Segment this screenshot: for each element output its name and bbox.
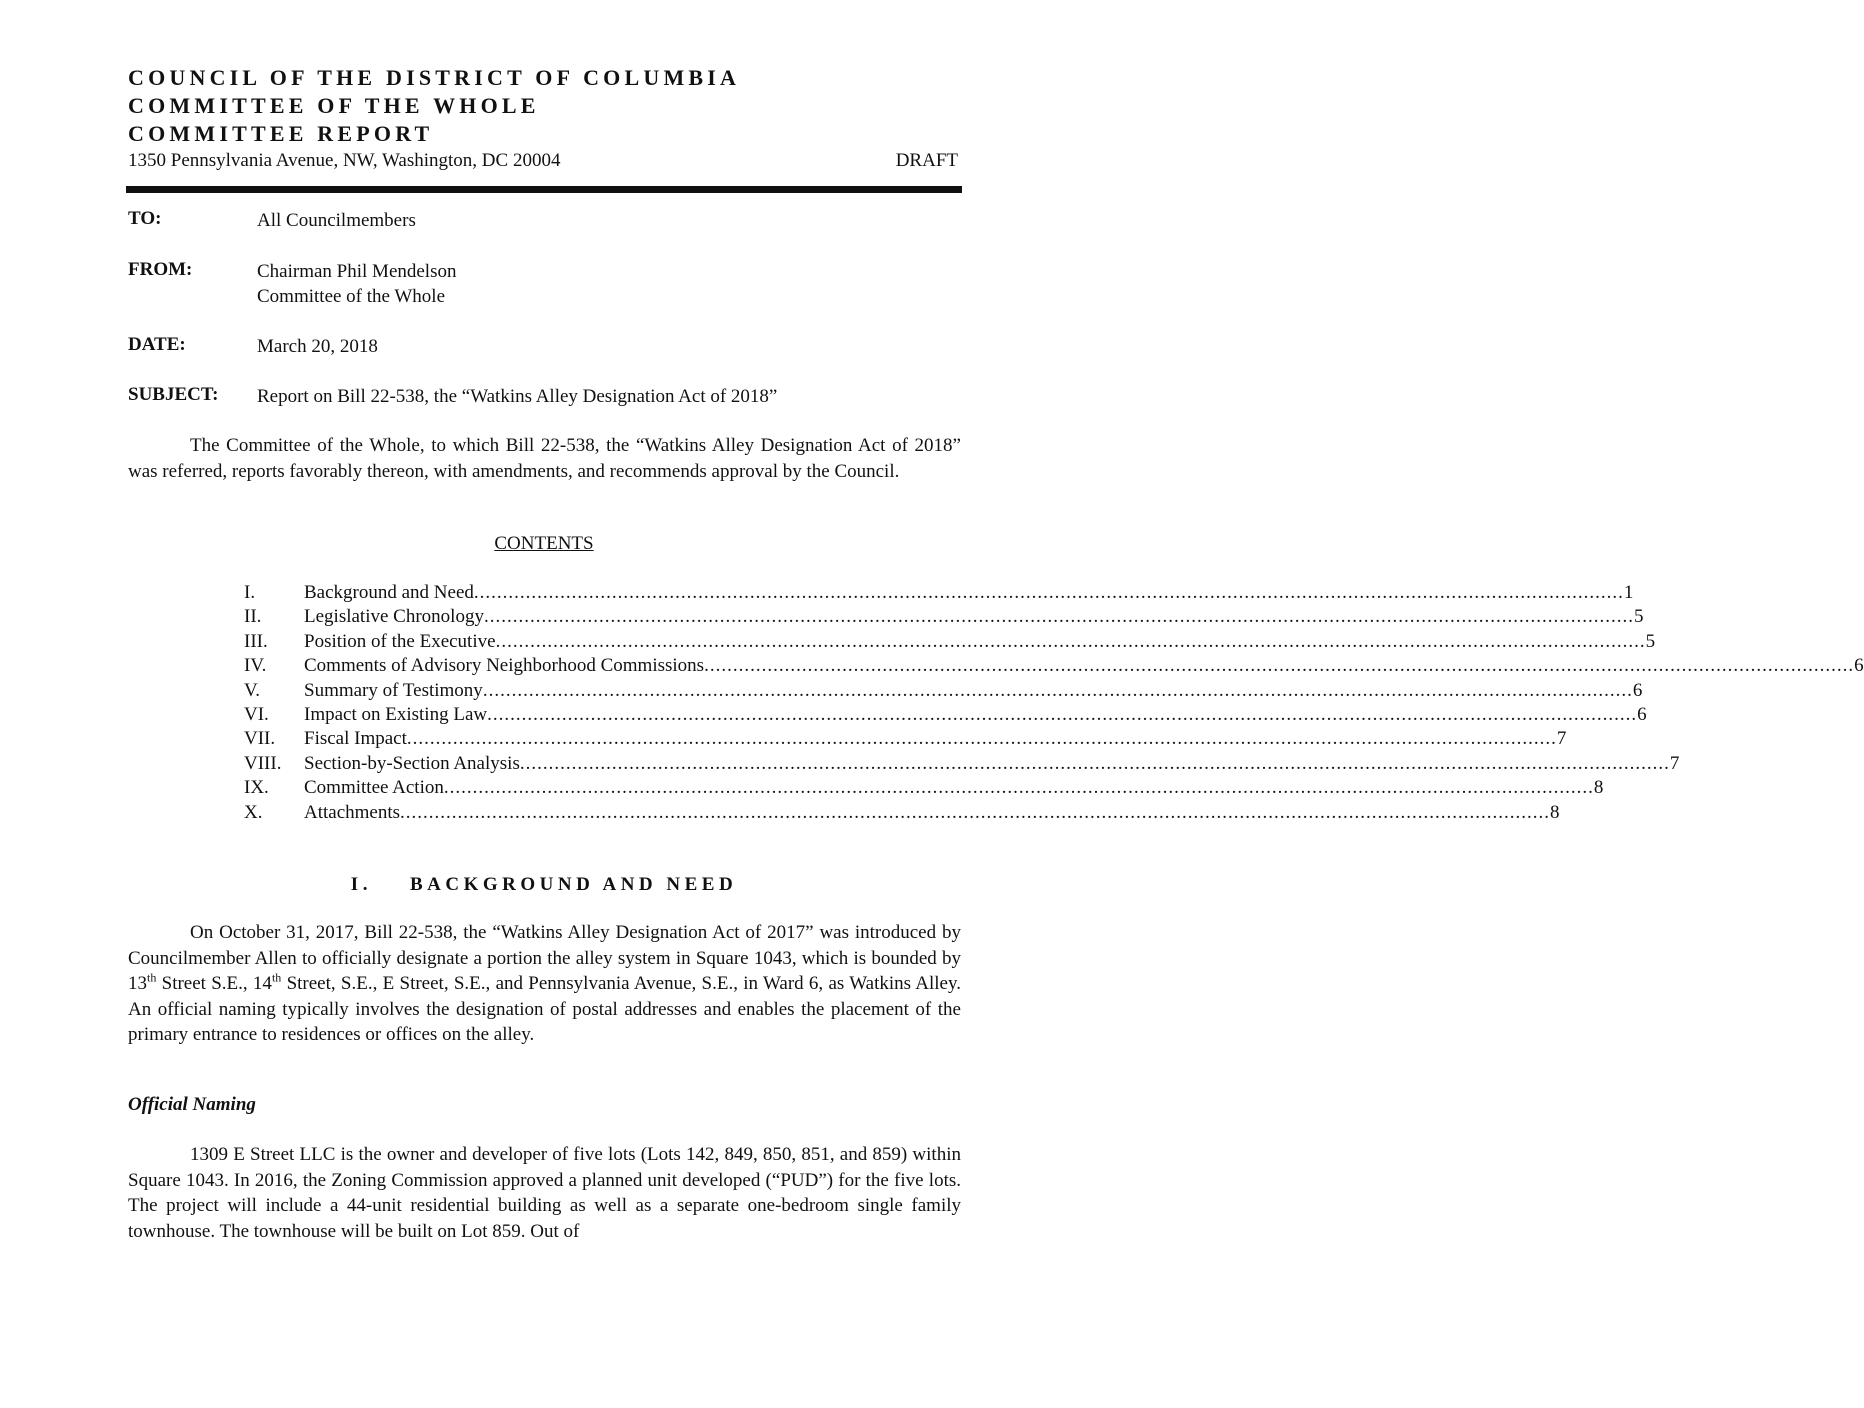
toc-leader-dots: ........................................................................................................................................................................................................: [519, 752, 1670, 774]
toc-entry-number: V.: [244, 679, 261, 701]
toc-entry-page: 7: [1669, 752, 1680, 774]
toc-entry-number: X.: [244, 801, 263, 823]
toc-entry-number: VI.: [244, 703, 269, 725]
toc-entry-title: Committee Action: [304, 777, 444, 799]
toc-entry: [244, 728, 1567, 752]
toc-entry-title: Comments of Advisory Neighborhood Commissions: [304, 655, 705, 677]
toc-entry-page: 8: [1593, 777, 1604, 799]
intro-paragraph: [128, 433, 961, 484]
toc-entry-title: Position of the Executive: [304, 630, 496, 652]
toc-entry-page: 6: [1854, 655, 1864, 677]
toc-entry-title: Attachments: [304, 801, 401, 823]
toc-entry-page: 1: [1623, 582, 1634, 603]
section-number: I.: [350, 874, 372, 895]
toc-leader-dots: ........................................................................................................................................................................................................: [473, 582, 1624, 603]
from-value-line2: Committee of the Whole: [257, 286, 446, 307]
toc-entry: [244, 606, 1644, 630]
toc-entry: [244, 777, 1604, 801]
to-label: TO:: [128, 208, 162, 229]
background-text-b: Street S.E., 14: [156, 973, 272, 994]
from-value-line1: Chairman Phil Mendelson: [257, 261, 457, 282]
toc-leader-dots: ........................................................................................................................................................................................................: [400, 801, 1551, 823]
toc-entry-page: 6: [1637, 703, 1647, 725]
subject-label: SUBJECT:: [128, 384, 219, 405]
date-label: DATE:: [128, 334, 186, 355]
subject-value: Report on Bill 22-538, the “Watkins Alley Designation Act of 2018”: [257, 386, 778, 407]
report-heading: COMMITTEE REPORT: [128, 121, 434, 146]
toc-entry-page: 8: [1550, 801, 1560, 823]
toc-entry-page: 5: [1633, 606, 1644, 628]
toc-leader-dots: ........................................................................................................................................................................................................: [443, 777, 1594, 799]
toc-leader-dots: ........................................................................................................................................................................................................: [704, 655, 1855, 677]
toc-entry: [244, 801, 1560, 826]
council-address: 1350 Pennsylvania Avenue, NW, Washington, DC 20004: [128, 150, 561, 171]
toc-entry-title: Legislative Chronology: [304, 606, 484, 628]
toc-entry-number: I.: [244, 582, 256, 603]
toc-entry-title: Impact on Existing Law: [304, 703, 488, 725]
toc-entry: [244, 703, 1647, 728]
toc-entry: [244, 752, 1680, 777]
toc-entry-number: VII.: [244, 728, 276, 750]
toc-entry-number: IV.: [244, 655, 267, 677]
official-naming-text: 1309 E Street LLC is the owner and developer of five lots (Lots 142, 849, 850, 851, and 859) within Square 1043. In 2016, the Zoning Commission approved a planned unit developed (“PUD”) for the five lots. The project will include a 44-unit residential building as well as a separate one-bedroom single family townhouse. The townhouse will be built on Lot 859. Out of: [128, 1144, 961, 1242]
header-rule: [126, 186, 962, 193]
background-text-a: On October 31, 2017, Bill 22-538, the “Watkins Alley Designation Act of 2017” was introduced by Councilmember Allen to officially designate a portion the alley system in Square 1043, which is bounded by 13: [128, 922, 961, 994]
toc-entry: [244, 582, 1634, 606]
toc-entry-title: Background and Need: [304, 582, 474, 603]
official-naming-subheading: Official Naming: [128, 1094, 256, 1115]
official-naming-paragraph: [128, 1142, 961, 1244]
committee-heading: COMMITTEE OF THE WHOLE: [128, 93, 540, 118]
toc-entry-title: Fiscal Impact: [304, 728, 407, 750]
background-text-c: Street, S.E., E Street, S.E., and Pennsylvania Avenue, S.E., in Ward 6, as Watkins Alley. An official naming typically involves the designation of postal addresses and enables the placement of the primary entrance to residences or offices on the alley.: [128, 973, 961, 1045]
background-paragraph: [128, 920, 961, 1048]
ordinal-suffix: th: [147, 970, 157, 985]
toc-entry-page: 5: [1645, 630, 1656, 652]
toc-entry: [244, 630, 1656, 655]
toc-entry-number: VIII.: [244, 752, 282, 774]
section-title: BACKGROUND AND NEED: [409, 874, 738, 895]
toc-entry-title: Section-by-Section Analysis: [304, 752, 520, 774]
intro-text: The Committee of the Whole, to which Bill 22-538, the “Watkins Alley Designation Act of 2018” was referred, reports favorably thereon, with amendments, and recommends approval by the Council.: [128, 435, 961, 482]
toc-leader-dots: ........................................................................................................................................................................................................: [482, 679, 1633, 701]
to-value: All Councilmembers: [257, 210, 416, 231]
date-value: March 20, 2018: [257, 336, 378, 357]
section-heading: [0, 874, 1088, 896]
toc-entry-number: II.: [244, 606, 262, 628]
table-of-contents: [244, 582, 1864, 826]
from-label: FROM:: [128, 259, 193, 280]
toc-entry-number: IX.: [244, 777, 269, 799]
contents-title: CONTENTS: [494, 533, 594, 554]
toc-entry-page: 6: [1632, 679, 1643, 701]
toc-entry-number: III.: [244, 630, 268, 652]
draft-label: DRAFT: [895, 150, 958, 171]
toc-entry: [244, 655, 1864, 679]
toc-entry: [244, 679, 1643, 704]
council-heading: COUNCIL OF THE DISTRICT OF COLUMBIA: [128, 65, 741, 90]
toc-leader-dots: ........................................................................................................................................................................................................: [483, 606, 1634, 628]
toc-leader-dots: ........................................................................................................................................................................................................: [487, 703, 1638, 725]
toc-leader-dots: ........................................................................................................................................................................................................: [406, 728, 1557, 750]
toc-entry-page: 7: [1556, 728, 1567, 750]
ordinal-suffix: th: [271, 970, 282, 985]
toc-entry-title: Summary of Testimony: [304, 679, 483, 701]
toc-leader-dots: ........................................................................................................................................................................................................: [495, 630, 1646, 652]
